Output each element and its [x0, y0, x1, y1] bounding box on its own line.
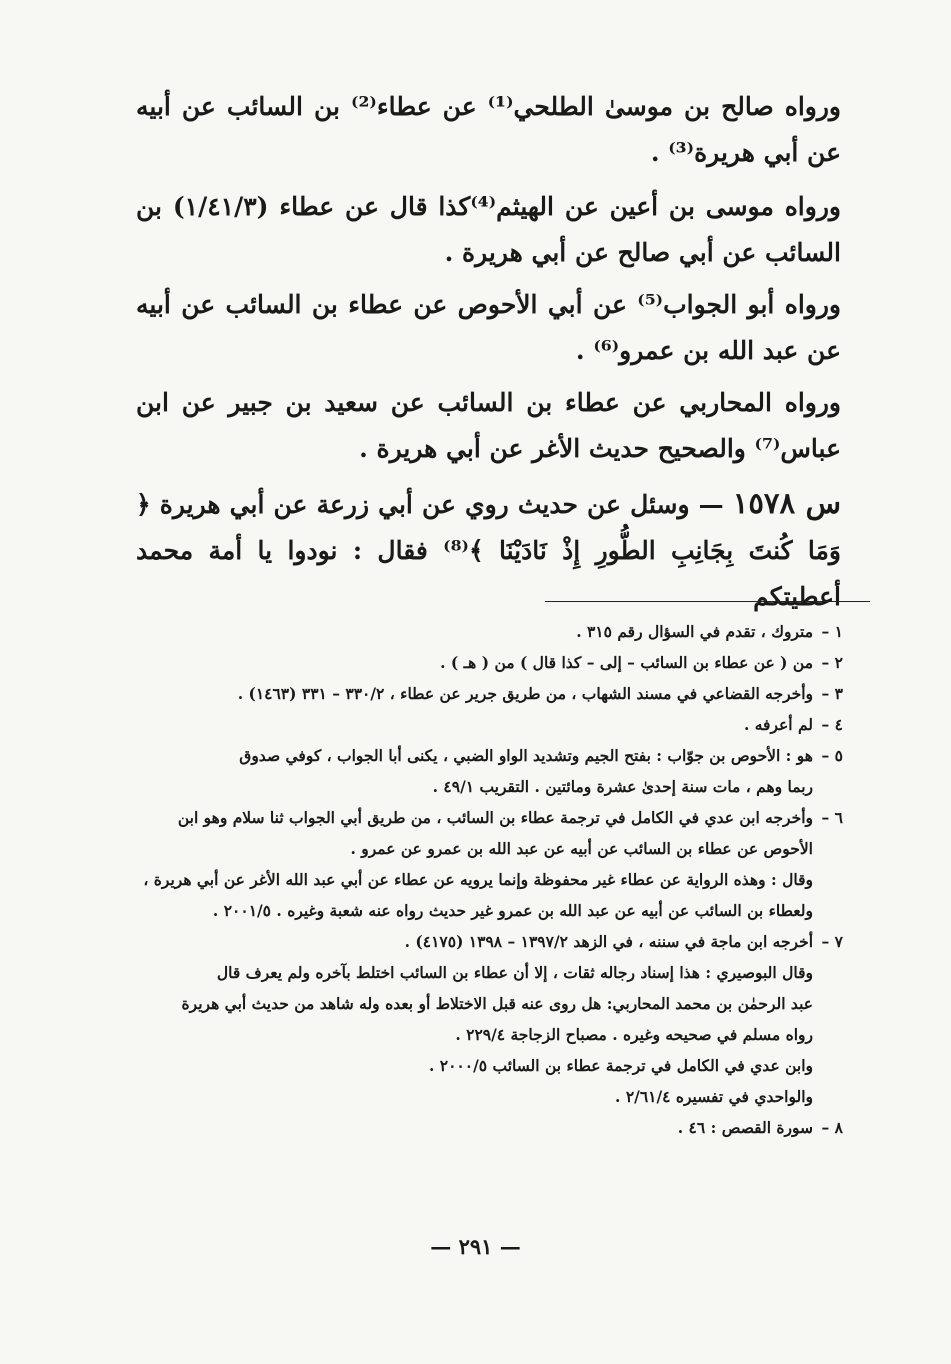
page-number: — ٢٩١ —	[430, 1234, 521, 1259]
footnote-number: ٨ –	[821, 1118, 843, 1137]
footnote-separator	[545, 601, 870, 602]
paragraph-1: ورواه صالح بن موسىٰ الطلحي⁽¹⁾ عن عطاء⁽²⁾ بن السائب عن أبيه عن أبي هريرة⁽³⁾ .	[136, 92, 842, 167]
footnotes	[128, 616, 843, 1143]
footnote-text: وقال : وهذه الرواية عن عطاء غير محفوظة وإنما يرويه عن عطاء عن أبي عبد الله الأغر عن أبي هريرة ،	[143, 870, 813, 889]
footnote-text: متروك ، تقدم في السؤال رقم ٣١٥ .	[576, 622, 813, 641]
footnote-text: وأخرجه ابن عدي في الكامل في ترجمة عطاء بن السائب ، من طريق أبي الجواب ثنا سلام وهو ابن	[177, 808, 813, 827]
footnote-text: وابن عدي في الكامل في ترجمة عطاء بن السائب ٢٠٠٠/٥ .	[428, 1056, 813, 1075]
footnote-8	[128, 1112, 843, 1143]
question-paragraph	[136, 480, 841, 620]
question-text: — وسئل عن حديث روي عن أبي زرعة عن أبي هريرة ﴿ وَمَا كُنتَ بِجَانِبِ الطُّورِ إِذْ نَادَيْنَا ﴾⁽⁸⁾ فقال : نودوا يا أمة محمد أعطيتكم	[136, 490, 841, 611]
footnote-3	[128, 678, 843, 709]
footnote-text: من ( عن عطاء بن السائب – إلى – كذا قال ) من ( هـ ) .	[440, 653, 813, 672]
footnote-text: وأخرجه القضاعي في مسند الشهاب ، من طريق جرير عن عطاء ، ٣٣٠/٢ – ٣٣١ (١٤٦٣) .	[237, 684, 813, 703]
footnote-text: سورة القصص : ٤٦ .	[677, 1118, 813, 1137]
footnote-text: أخرجه ابن ماجة في سننه ، في الزهد ١٣٩٧/٢ – ١٣٩٨ (٤١٧٥) .	[404, 932, 813, 951]
footnote-number: ٤ –	[821, 715, 843, 734]
footnote-text: هو : الأحوص بن جوّاب : بفتح الجيم وتشديد الواو الضبي ، يكنى أبا الجواب ، كوفي صدوق	[239, 746, 813, 765]
footnote-number: ٢ –	[821, 653, 843, 672]
footnote-7	[128, 926, 843, 1112]
paragraph-2: ورواه موسى بن أعين عن الهيثم⁽⁴⁾كذا قال عن عطاء (١/٤١/٣) بن السائب عن أبي صالح عن أبي هريرة .	[136, 192, 841, 267]
footnote-text: الأحوص عن عطاء بن السائب عن أبيه عن عبد الله بن عمرو عن عمرو .	[350, 839, 813, 858]
footnote-number: ٥ –	[821, 746, 843, 765]
footnote-number: ٧ –	[821, 932, 843, 951]
footnote-2	[128, 647, 843, 678]
footnote-text: ولعطاء بن السائب عن أبيه عن عبد الله بن عمرو غير حديث رواه عنه شعبة وغيره . ٢٠٠١/٥ .	[212, 901, 813, 920]
footnote-text: عبد الرحمٰن بن محمد المحاربي: هل روى عنه قبل الاختلاط أو بعده وله شاهد من حديث أبي هريرة	[181, 994, 813, 1013]
footnote-number: ٣ –	[821, 684, 843, 703]
question-number: س ١٥٧٨	[732, 486, 841, 520]
footnote-4	[128, 709, 843, 740]
footnote-text: وقال البوصيري : هذا إسناد رجاله ثقات ، إلا أن عطاء بن السائب اختلط بآخره ولم يعرف قال	[216, 963, 813, 982]
footnote-6	[128, 802, 843, 926]
footnote-1	[128, 616, 843, 647]
paragraph-3: ورواه أبو الجواب⁽⁵⁾ عن أبي الأحوص عن عطاء بن السائب عن أبيه عن عبد الله بن عمرو⁽⁶⁾ .	[136, 290, 841, 365]
footnote-text: لم أعرفه .	[743, 715, 813, 734]
footnote-text: والواحدي في تفسيره ٢/٦١/٤ .	[615, 1087, 813, 1106]
footnote-number: ٦ –	[821, 808, 843, 827]
footnote-text: رواه مسلم في صحيحه وغيره . مصباح الزجاجة ٢٢٩/٤ .	[455, 1025, 813, 1044]
footnote-text: ربما وهم ، مات سنة إحدىٰ عشرة ومائتين . التقريب ٤٩/١ .	[432, 777, 813, 796]
footnote-number: ١ –	[821, 622, 843, 641]
paragraph-4: ورواه المحاربي عن عطاء بن السائب عن سعيد بن جبير عن ابن عباس⁽⁷⁾ والصحيح حديث الأغر عن أبي هريرة .	[136, 388, 841, 463]
footnote-5	[128, 740, 843, 802]
